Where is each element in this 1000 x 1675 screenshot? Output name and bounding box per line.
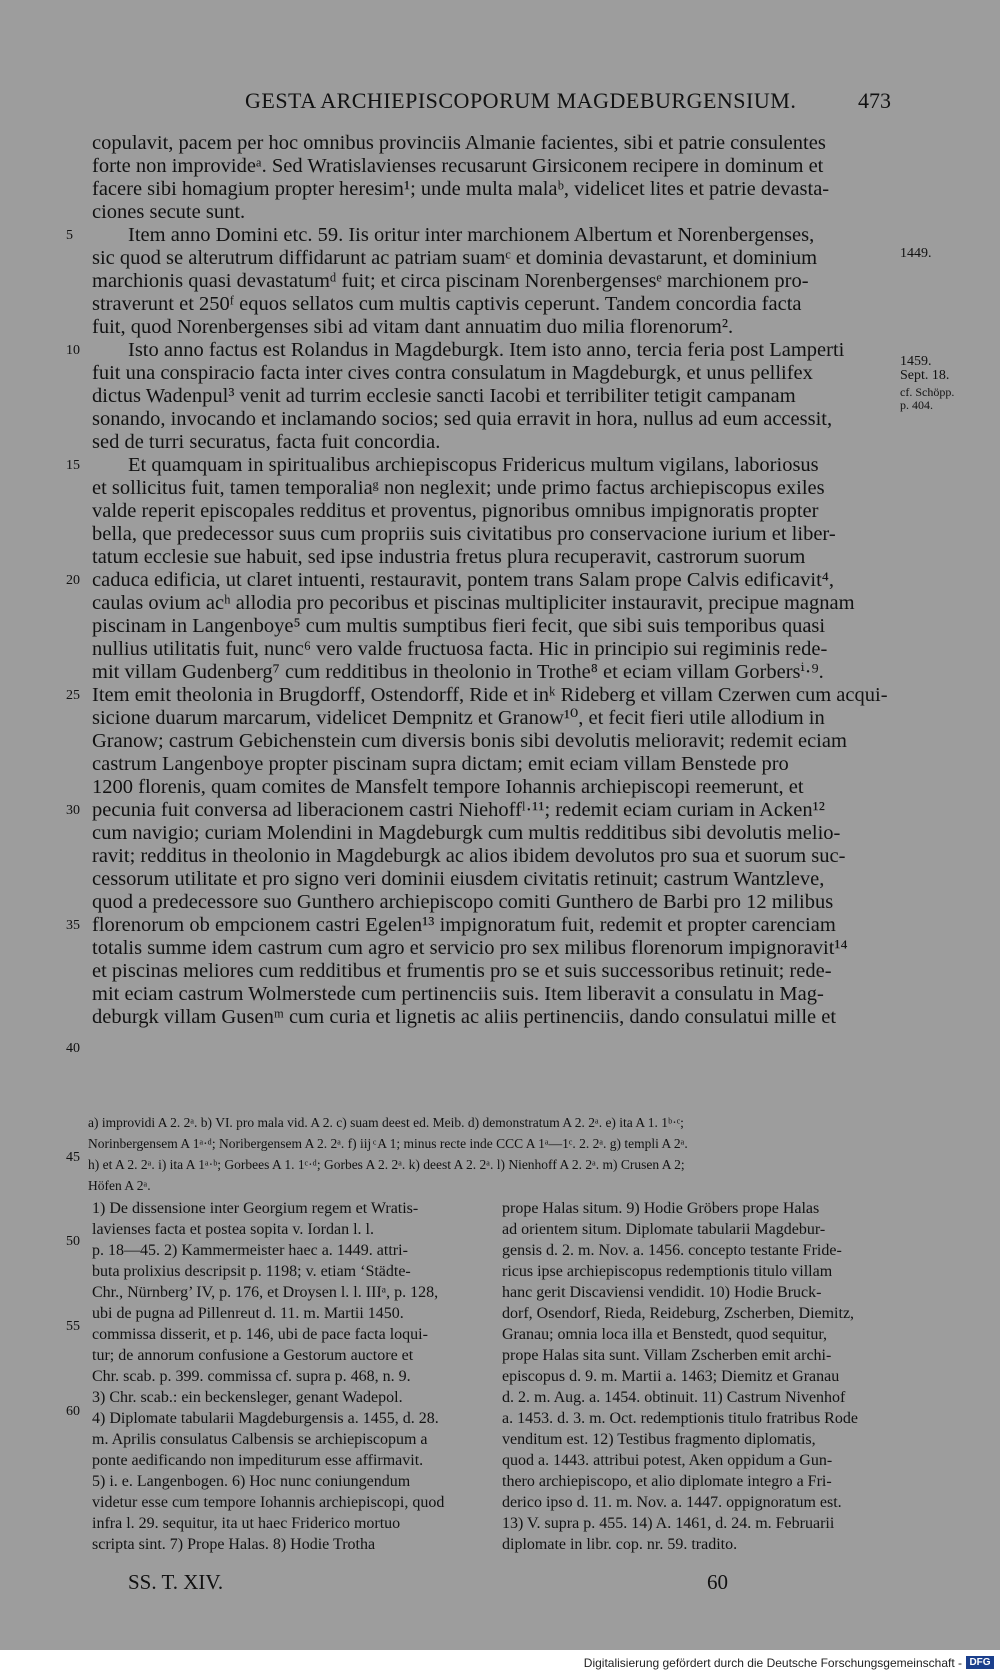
text-line: ravit; redditus in theolonio in Magdeburgk ac alios ibidem devolutos pro sua et suorum suc-	[92, 845, 846, 867]
variant-line: h) et A 2. 2ᵃ. i) ita A 1ᵃ·ᵇ; Gorbees A 1. 1ᶜ·ᵈ; Gorbes A 2. 2ᵃ. k) deest A 2. 2ᵃ. l) Nienhoff A 2. 2ᵃ. m) Crusen A 2;	[88, 1157, 685, 1172]
footnote-line: videtur esse cum tempore Iohannis archiepiscopi, quod	[92, 1494, 445, 1511]
text-line: sicione duarum marcarum, videlicet Dempnitz et Granow¹⁰, et fecit fieri utile allodium in	[92, 707, 825, 729]
text-line: sonando, invocando et inclamando socios; sed quia erravit in hora, nullus ad eum accessit,	[92, 408, 833, 430]
text-line: tatum ecclesie sue habuit, sed ipse industria fretus plura recuperavit, castrorum suorum	[92, 546, 806, 568]
variant-line: a) improvidi A 2. 2ᵃ. b) VI. pro mala vid. A 2. c) suam deest ed. Meib. d) demonstratum A 2. 2ᵃ. e) ita A 1. 1ᵇ·ᶜ;	[88, 1115, 684, 1130]
variant-line: Höfen A 2ᵃ.	[88, 1178, 151, 1193]
line-number: 50	[66, 1234, 80, 1249]
footnote-line: Chr., Nürnberg’ IV, p. 176, et Droysen l. l. IIIᵃ, p. 128,	[92, 1284, 439, 1301]
text-line: forte non improvideᵃ. Sed Wratislavienses recusarunt Girsiconem recipere in dominum et	[92, 155, 824, 177]
line-number: 10	[66, 343, 80, 358]
footnote-line: Granau; omnia loca illa et Benstedt, quod sequitur,	[502, 1326, 828, 1343]
text-line: nullius utilitatis fuit, nunc⁶ vero valde fructuosa facta. Hic in principio sui regiminis rede-	[92, 638, 828, 660]
text-line: sed de turri securatus, facta fuit concordia.	[92, 431, 441, 453]
text-line: ciones secute sunt.	[92, 201, 246, 223]
text-line: cessorum utilitate et pro signo veri dominii eiusdem civitatis retinuit; castrum Wantzleve,	[92, 868, 825, 890]
footnote-line: tur; de annorum confusione a Gestorum auctore et	[92, 1347, 414, 1364]
text-line: marchionis quasi devastatumᵈ fuit; et circa piscinam Norenbergensesᵉ marchionem pro-	[92, 270, 809, 292]
footnote-line: 1) De dissensione inter Georgium regem et Wratis-	[92, 1200, 419, 1217]
margin-note-year: 1449.	[900, 246, 932, 261]
text-line: Isto anno factus est Rolandus in Magdeburgk. Item isto anno, tercia feria post Lamperti	[128, 339, 845, 361]
volume-signature: SS. T. XIV.	[128, 1570, 224, 1594]
footnote-line: scripta sint. 7) Prope Halas. 8) Hodie Trotha	[92, 1536, 376, 1553]
footnote-line: prope Halas sita sunt. Villam Zscherben emit archi-	[502, 1347, 832, 1364]
line-number: 60	[66, 1404, 80, 1419]
variant-line: Norinbergensem A 1ᵃ·ᵈ; Noribergensem A 2. 2ᵃ. f) iij ͨ A 1; minus recte inde CCC A 1ᵃ—1ᶜ. 2. 2ᵃ. g) templi A 2ᵃ.	[88, 1136, 688, 1151]
footnote-line: derico ipso d. 11. m. Nov. a. 1447. oppignoratum est.	[502, 1494, 842, 1511]
footnote-line: 5) i. e. Langenbogen. 6) Hoc nunc coniungendum	[92, 1473, 411, 1490]
margin-note-year: 1459.	[900, 354, 932, 369]
footnote-line: prope Halas situm. 9) Hodie Gröbers prope Halas	[502, 1200, 820, 1217]
footnote-line: Chr. scab. p. 399. commissa cf. supra p. 468, n. 9.	[92, 1368, 411, 1385]
text-line: quod a predecessore suo Gunthero archiepiscopo comiti Gunthero de Barbi pro 12 milibus	[92, 891, 834, 913]
running-header	[0, 88, 1000, 118]
line-number: 35	[66, 918, 80, 933]
footnote-line: ponte aedificando non impediturum esse affirmavit.	[92, 1452, 424, 1469]
footnote-line: thero archiepiscopo, et alio diplomate integro a Fri-	[502, 1473, 832, 1490]
footnote-line: infra l. 29. sequitur, ita ut haec Friderico mortuo	[92, 1515, 401, 1532]
text-line: sic quod se alterutrum diffidarunt ac patriam suamᶜ et dominia devastarunt, et dominium	[92, 247, 818, 269]
text-line: mit villam Gudenberg⁷ cum redditibus in theolonio in Trothe⁸ et eciam villam Gorbersⁱ·⁹.	[92, 661, 824, 683]
line-number: 5	[66, 228, 73, 243]
margin-note-date: Sept. 18.	[900, 368, 950, 383]
margin-note-reference: p. 404.	[900, 398, 933, 412]
line-number: 55	[66, 1319, 80, 1334]
footnote-line: hanc gerit Discaviensi vendidit. 10) Hodie Bruck-	[502, 1284, 822, 1301]
text-line: caduca edificia, ut claret intuenti, restauravit, pontem trans Salam prope Calvis edificavit⁴,	[92, 569, 835, 591]
line-number: 45	[66, 1150, 80, 1165]
footnote-line: gensis d. 2. m. Nov. a. 1456. concepto testante Fride-	[502, 1242, 842, 1259]
text-line: copulavit, pacem per hoc omnibus provinciis Almanie facientes, sibi et patrie consulentes	[92, 132, 826, 154]
footnote-line: 3) Chr. scab.: ein beckensleger, genant Wadepol.	[92, 1389, 403, 1406]
text-line: facere sibi homagium propter heresim¹; unde multa malaᵇ, videlicet lites et patrie devasta-	[92, 178, 830, 200]
footnote-line: commissa disserit, et p. 146, ubi de pace facta loqui-	[92, 1326, 428, 1343]
footnote-line: quod a. 1443. attribui potest, Aken oppidum a Gun-	[502, 1452, 833, 1469]
footnote-line: lavienses facta et postea sopita v. Iordan l. l.	[92, 1221, 374, 1238]
footnote-line: ad orientem situm. Diplomate tabularii Magdebur-	[502, 1221, 826, 1238]
line-number: 20	[66, 573, 80, 588]
footnote-line: p. 18—45. 2) Kammermeister haec a. 1449. attri-	[92, 1242, 408, 1259]
text-line: bella, que predecessor suus cum propriis suis civitatibus pro conservacione iurium et liber-	[92, 523, 836, 545]
text-line: valde reperit episcopales redditus et proventus, pignoribus omnibus impignoratis propter	[92, 500, 819, 522]
footnote-line: buta prolixius descripsit p. 1198; v. etiam ‘Städte-	[92, 1263, 411, 1280]
text-line: et piscinas meliores cum redditibus et frumentis pro se et suis successoribus retinuit; rede-	[92, 960, 832, 982]
text-line: et sollicitus fuit, tamen temporaliaᵍ non neglexit; unde primo factus archiepiscopus exiles	[92, 477, 825, 499]
text-line: fuit, quod Norenbergenses sibi ad vitam dant annuatim duo milia florenorum².	[92, 316, 734, 338]
line-number: 15	[66, 458, 80, 473]
line-number: 25	[66, 688, 80, 703]
footnote-line: ricus ipse archiepiscopus redemptionis titulo villam	[502, 1263, 833, 1280]
sheet-number: 60	[707, 1570, 728, 1594]
footnote-line: dorf, Osendorf, Rieda, Reideburg, Zscherben, Diemitz,	[502, 1305, 855, 1322]
text-line: deburgk villam Gusenᵐ cum curia et lignetis ac aliis pertinenciis, dando consulatui mille et	[92, 1006, 837, 1028]
text-line: Granow; castrum Gebichenstein cum diversis bonis sibi devolutis melioravit; redemit eciam	[92, 730, 847, 752]
footnote-line: 4) Diplomate tabularii Magdeburgensis a. 1455, d. 28.	[92, 1410, 439, 1427]
footnote-line: d. 2. m. Aug. a. 1454. obtinuit. 11) Castrum Nivenhof	[502, 1389, 846, 1406]
text-line: piscinam in Langenboye⁵ cum multis sumptibus fieri fecit, que sibi suis temporibus quasi	[92, 615, 826, 637]
text-line: Item anno Domini etc. 59. Iis oritur inter marchionem Albertum et Norenbergenses,	[128, 224, 815, 246]
footnote-line: ubi de pugna ad Pillenreut d. 11. m. Martii 1450.	[92, 1305, 404, 1322]
margin-note-reference: cf. Schöpp.	[900, 385, 955, 399]
footnote-line: 13) V. supra p. 455. 14) A. 1461, d. 24. m. Februarii	[502, 1515, 835, 1532]
footnote-line: a. 1453. d. 3. m. Oct. redemptionis titulo fratribus Rode	[502, 1410, 858, 1427]
footnote-line: venditum est. 12) Testibus fragmento diplomatis,	[502, 1431, 816, 1448]
text-line: mit eciam castrum Wolmerstede cum pertinenciis suis. Item liberavit a consulatu in Mag-	[92, 983, 824, 1005]
text-line: castrum Langenboye propter piscinam supra dictam; emit eciam villam Benstede pro	[92, 753, 789, 775]
dfg-logo: DFG	[966, 1656, 994, 1669]
line-number: 30	[66, 803, 80, 818]
text-line: cum navigio; curiam Molendini in Magdeburgk cum multis redditibus sibi devolutis melio-	[92, 822, 841, 844]
text-line: straverunt et 250ᶠ equos sellatos cum multis captivis ceperunt. Tandem concordia facta	[92, 293, 802, 315]
page-number: 473	[858, 88, 891, 113]
text-line: Item emit theolonia in Brugdorff, Ostendorff, Ride et inᵏ Rideberg et villam Czerwen cum acqui-	[92, 684, 888, 706]
text-line: caulas ovium acʰ allodia pro pecoribus et piscinas multipliciter instauravit, precipue magnam	[92, 592, 855, 614]
digitization-footer	[0, 1650, 1000, 1675]
text-line: totalis summe idem castrum cum agro et servicio pro sex milibus florenorum impignoravit¹⁴	[92, 937, 848, 959]
text-line: dictus Wadenpul³ venit ad turrim ecclesie sancti Iacobi et terribiliter tetigit campanam	[92, 385, 796, 407]
funding-note: Digitalisierung gefördert durch die Deutsche Forschungsgemeinschaft -	[583, 1656, 962, 1670]
running-title: GESTA ARCHIEPISCOPORUM MAGDEBURGENSIUM.	[245, 88, 797, 113]
text-line: 1200 florenis, quam comites de Mansfelt tempore Iohannis archiepiscopi reemerunt, et	[92, 776, 804, 798]
footnote-line: m. Aprilis consulatus Calbensis se archiepiscopum a	[92, 1431, 428, 1448]
text-line: fuit una conspiracio facta inter cives contra consulatum in Magdeburgk, et unus pellifex	[92, 362, 813, 384]
footnote-line: diplomate in libr. cop. nr. 59. tradito.	[502, 1536, 738, 1553]
text-line: pecunia fuit conversa ad liberacionem castri Niehoffˡ·¹¹; redemit eciam curiam in Acken¹²	[92, 799, 825, 821]
line-number: 40	[66, 1041, 80, 1056]
text-line: Et quamquam in spiritualibus archiepiscopus Fridericus multum vigilans, laboriosus	[128, 454, 819, 476]
footnote-line: episcopus d. 9. m. Martii a. 1463; Diemitz et Granau	[502, 1368, 840, 1385]
text-line: florenorum ob empcionem castri Egelen¹³ impignoratum fuit, redemit et propter carenciam	[92, 914, 836, 936]
